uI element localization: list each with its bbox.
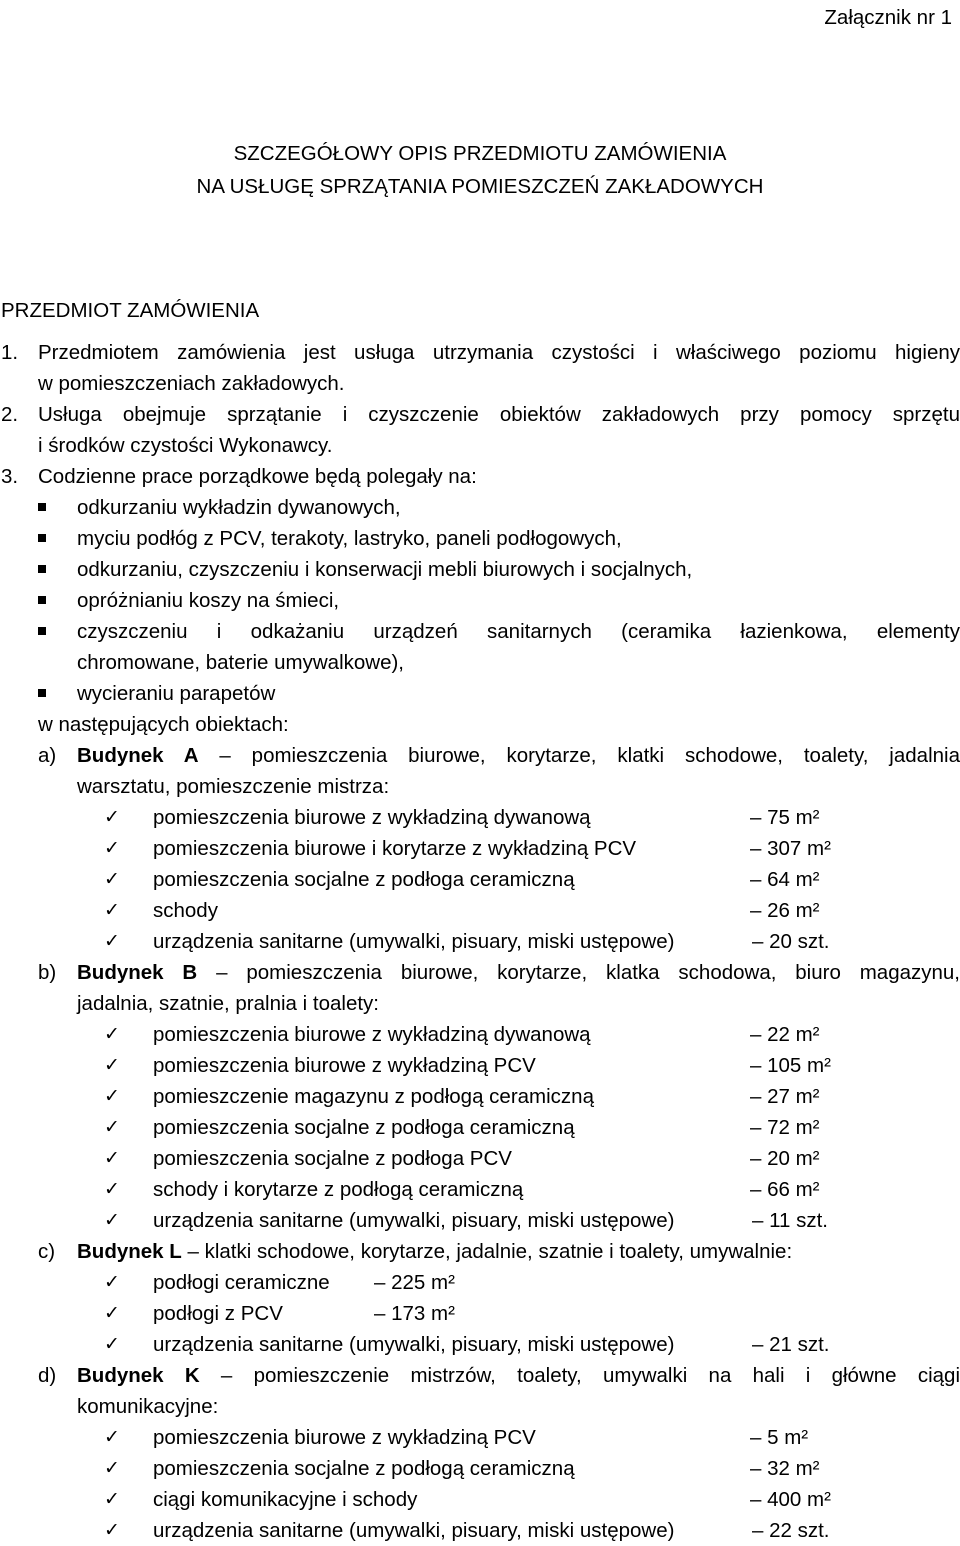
square-bullet-icon xyxy=(38,627,46,635)
area-value: – 11 szt. xyxy=(752,1209,828,1232)
square-bullet-icon xyxy=(38,503,46,511)
list-item-text: wycieraniu parapetów xyxy=(77,682,276,705)
area-item xyxy=(0,1515,960,1546)
checkmark-icon: ✓ xyxy=(104,930,120,952)
list-item-text: myciu podłóg z PCV, terakoty, lastryko, paneli podłogowych, xyxy=(77,527,622,550)
area-value: – 27 m² xyxy=(750,1085,820,1108)
area-label: ciągi komunikacyjne i schody xyxy=(153,1488,418,1511)
area-label: pomieszczenia socjalne z podłoga PCV xyxy=(153,1147,512,1170)
list-item xyxy=(0,554,960,585)
document-title-line-1: SZCZEGÓŁOWY OPIS PRZEDMIOTU ZAMÓWIENIA xyxy=(233,142,727,165)
area-item xyxy=(0,1112,960,1143)
area-item xyxy=(0,1484,960,1515)
area-label: pomieszczenie magazynu z podłogą ceramiczną xyxy=(153,1085,594,1108)
area-item xyxy=(0,802,960,833)
checkmark-icon: ✓ xyxy=(104,806,120,828)
area-value: – 22 szt. xyxy=(752,1519,830,1542)
building-name: Budynek A xyxy=(77,744,199,767)
area-value: – 20 szt. xyxy=(752,930,830,953)
building-description-continuation: komunikacyjne: xyxy=(77,1395,219,1418)
area-item xyxy=(0,1174,960,1205)
area-value: – 75 m² xyxy=(750,806,820,829)
area-label: pomieszczenia socjalne z podłoga ceramiczną xyxy=(153,1116,575,1139)
area-item xyxy=(0,926,960,957)
building-letter: b) xyxy=(38,961,57,984)
area-label: pomieszczenia biurowe z wykładziną PCV xyxy=(153,1054,536,1077)
building-name: Budynek B xyxy=(77,961,198,984)
section-heading: PRZEDMIOT ZAMÓWIENIA xyxy=(1,299,260,322)
building-description: – pomieszczenia biurowe, korytarze, klatki schodowe, toalety, jadalnia xyxy=(198,744,960,767)
objects-intro: w następujących obiektach: xyxy=(38,713,289,736)
checkmark-icon: ✓ xyxy=(104,1116,120,1138)
list-item-text: chromowane, baterie umywalkowe), xyxy=(77,651,404,674)
point-text-continuation: w pomieszczeniach zakładowych. xyxy=(38,372,345,395)
building-letter: c) xyxy=(38,1240,56,1263)
checkmark-icon: ✓ xyxy=(104,1209,120,1231)
area-item xyxy=(0,864,960,895)
list-item xyxy=(0,492,960,523)
checkmark-icon: ✓ xyxy=(104,1085,120,1107)
area-label: pomieszczenia biurowe z wykładziną dywanową xyxy=(153,1023,591,1046)
document-title-line-2: NA USŁUGĘ SPRZĄTANIA POMIESZCZEŃ ZAKŁADOWYCH xyxy=(196,175,764,198)
checkmark-icon: ✓ xyxy=(104,1178,120,1200)
area-value: – 66 m² xyxy=(750,1178,820,1201)
building-description: – pomieszczenie mistrzów, toalety, umywalki na hali i główne ciągi xyxy=(199,1364,960,1387)
area-label: pomieszczenia biurowe z wykładziną PCV xyxy=(153,1426,536,1449)
checkmark-icon: ✓ xyxy=(104,1054,120,1076)
list-item xyxy=(0,616,960,647)
area-label: pomieszczenia biurowe z wykładziną dywanową xyxy=(153,806,591,829)
square-bullet-icon xyxy=(38,596,46,604)
area-value: – 72 m² xyxy=(750,1116,820,1139)
point-text: Przedmiotem zamówienia jest usługa utrzymania czystości i właściwego poziomu higieny xyxy=(38,341,960,364)
list-item xyxy=(0,585,960,616)
list-item-text: odkurzaniu wykładzin dywanowych, xyxy=(77,496,401,519)
area-value: – 64 m² xyxy=(750,868,820,891)
area-label: urządzenia sanitarne (umywalki, pisuary, miski ustępowe) xyxy=(153,1333,675,1356)
list-item-text: odkurzaniu, czyszczeniu i konserwacji mebli biurowych i socjalnych, xyxy=(77,558,693,581)
building-heading xyxy=(77,1360,960,1391)
area-item xyxy=(0,1453,960,1484)
list-item-text: opróżnianiu koszy na śmieci, xyxy=(77,589,340,612)
area-label: urządzenia sanitarne (umywalki, pisuary, miski ustępowe) xyxy=(153,1209,675,1232)
building-name: Budynek K xyxy=(77,1364,200,1387)
point-number: 1. xyxy=(1,341,19,364)
list-item-text: czyszczeniu i odkażaniu urządzeń sanitarnych (ceramika łazienkowa, elementy xyxy=(77,620,960,643)
building-heading xyxy=(77,957,960,988)
area-item xyxy=(0,1143,960,1174)
checkmark-icon: ✓ xyxy=(104,837,120,859)
building-description: – klatki schodowe, korytarze, jadalnie, szatnie i toalety, umywalnie: xyxy=(181,1240,793,1263)
square-bullet-icon xyxy=(38,565,46,573)
checkmark-icon: ✓ xyxy=(104,1519,120,1541)
area-value: – 400 m² xyxy=(750,1488,831,1511)
area-label: podłogi z PCV xyxy=(153,1302,283,1325)
area-value: – 173 m² xyxy=(374,1302,455,1325)
checkmark-icon: ✓ xyxy=(104,868,120,890)
checkmark-icon: ✓ xyxy=(104,1302,120,1324)
square-bullet-icon xyxy=(38,689,46,697)
area-item xyxy=(0,1050,960,1081)
checkmark-icon: ✓ xyxy=(104,899,120,921)
area-item xyxy=(0,1019,960,1050)
area-item xyxy=(0,1205,960,1236)
area-item xyxy=(0,895,960,926)
area-value: – 307 m² xyxy=(750,837,831,860)
checkmark-icon: ✓ xyxy=(104,1147,120,1169)
area-label: schody i korytarze z podłogą ceramiczną xyxy=(153,1178,524,1201)
area-item xyxy=(0,1267,960,1298)
square-bullet-icon xyxy=(38,534,46,542)
building-description: – pomieszczenia biurowe, korytarze, klatka schodowa, biuro magazynu, xyxy=(197,961,960,984)
area-value: – 26 m² xyxy=(750,899,820,922)
building-letter: d) xyxy=(38,1364,57,1387)
area-label: urządzenia sanitarne (umywalki, pisuary, miski ustępowe) xyxy=(153,930,675,953)
building-name: Budynek L xyxy=(77,1240,182,1263)
area-value: – 5 m² xyxy=(750,1426,809,1449)
point-text: Usługa obejmuje sprzątanie i czyszczenie obiektów zakładowych przy pomocy sprzętu xyxy=(38,403,960,426)
point-text: Codzienne prace porządkowe będą polegały na: xyxy=(38,465,477,488)
building-description-continuation: warsztatu, pomieszczenie mistrza: xyxy=(77,775,390,798)
area-item xyxy=(0,1329,960,1360)
building-description-continuation: jadalnia, szatnie, pralnia i toalety: xyxy=(77,992,379,1015)
area-value: – 21 szt. xyxy=(752,1333,830,1356)
checkmark-icon: ✓ xyxy=(104,1271,120,1293)
building-heading xyxy=(77,1236,792,1267)
checkmark-icon: ✓ xyxy=(104,1333,120,1355)
list-item-continuation xyxy=(0,647,960,678)
area-label: pomieszczenia biurowe i korytarze z wykładziną PCV xyxy=(153,837,637,860)
area-item xyxy=(0,1081,960,1112)
checkmark-icon: ✓ xyxy=(104,1426,120,1448)
area-value: – 105 m² xyxy=(750,1054,831,1077)
annex-label: Załącznik nr 1 xyxy=(824,6,952,29)
checkmark-icon: ✓ xyxy=(104,1023,120,1045)
area-label: urządzenia sanitarne (umywalki, pisuary, miski ustępowe) xyxy=(153,1519,675,1542)
area-label: pomieszczenia socjalne z podłoga ceramiczną xyxy=(153,868,575,891)
area-value: – 225 m² xyxy=(374,1271,455,1294)
area-label: podłogi ceramiczne xyxy=(153,1271,330,1294)
point-text-continuation: i środków czystości Wykonawcy. xyxy=(38,434,333,457)
area-value: – 20 m² xyxy=(750,1147,820,1170)
checkmark-icon: ✓ xyxy=(104,1457,120,1479)
building-letter: a) xyxy=(38,744,57,767)
area-value: – 32 m² xyxy=(750,1457,820,1480)
point-number: 3. xyxy=(1,465,19,488)
area-label: schody xyxy=(153,899,218,922)
area-item xyxy=(0,1298,960,1329)
building-heading xyxy=(77,740,960,771)
list-item xyxy=(0,678,960,709)
point-number: 2. xyxy=(1,403,19,426)
area-item xyxy=(0,833,960,864)
list-item xyxy=(0,523,960,554)
area-item xyxy=(0,1422,960,1453)
area-label: pomieszczenia socjalne z podłogą ceramiczną xyxy=(153,1457,575,1480)
checkmark-icon: ✓ xyxy=(104,1488,120,1510)
area-value: – 22 m² xyxy=(750,1023,820,1046)
